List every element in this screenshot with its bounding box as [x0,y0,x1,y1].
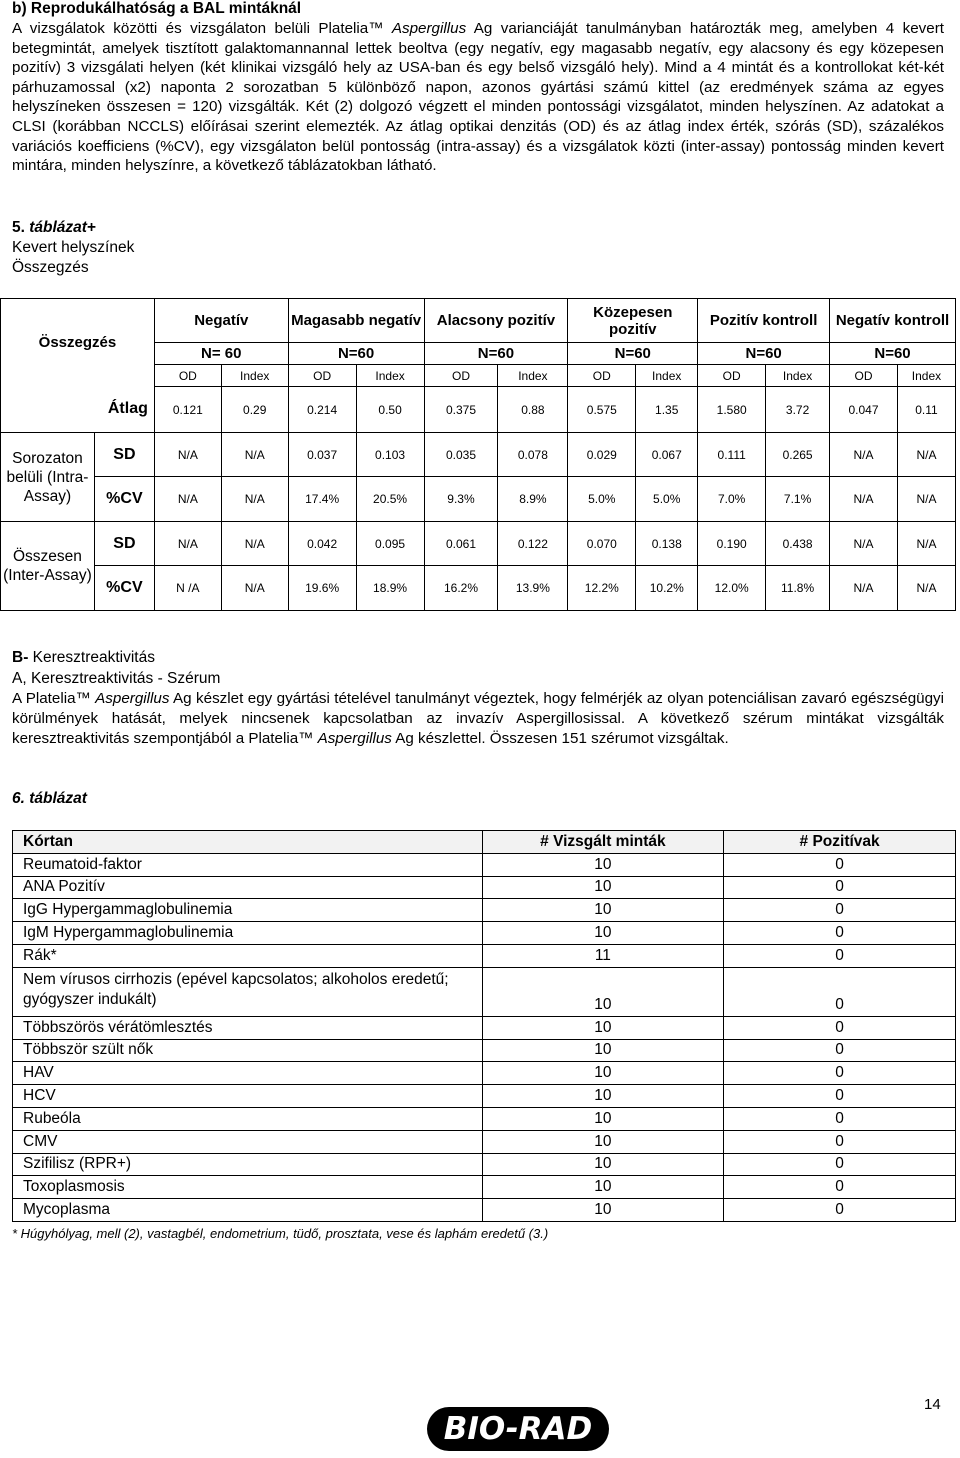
intra-cv-cell: 5.0% [636,477,698,522]
inter-cv-cell: 16.2% [424,566,498,611]
intro-italic: Aspergillus [391,20,467,37]
cell-pathology: IgG Hypergammaglobulinemia [13,899,483,922]
cross-reactivity-heading [12,648,220,689]
cell-positive: 0 [724,1062,956,1085]
cross-reactivity-paragraph [12,689,944,749]
mean-cell: 0.375 [424,387,498,433]
table5-plus: + [86,219,97,236]
table5-subtitle-2: Összegzés [12,259,89,276]
cell-positive: 0 [724,1153,956,1176]
inter-sd-cell: 0.438 [766,522,830,566]
inter-sd-cell: 0.122 [498,522,568,566]
table5-caption [12,218,134,278]
cell-pathology: CMV [13,1130,483,1153]
cell-pathology: Nem vírusos cirrhozis (epével kapcsolatos; alkoholos eredetű; gyógyszer indukált) [13,967,483,1016]
table6-label: táblázat [29,790,87,807]
cell-positive: 0 [724,876,956,899]
mean-cell: 0.214 [288,387,356,433]
cell-positive: 0 [724,853,956,876]
table-row [13,1107,956,1130]
cv-label: %CV [94,566,154,611]
intro-paragraph [12,19,944,176]
col-n: N=60 [698,343,830,365]
intra-cv-cell: 20.5% [356,477,424,522]
cell-pathology: IgM Hypergammaglobulinemia [13,922,483,945]
cv-label: %CV [94,477,154,522]
cell-positive: 0 [724,1130,956,1153]
intra-sd-cell: N/A [897,433,955,477]
intra-cv-cell: 7.1% [766,477,830,522]
intro-text-1: A vizsgálatok közötti és vizsgálaton belüli Platelia™ [12,20,392,37]
inter-sd-cell: 0.190 [698,522,766,566]
inter-cv-cell: N/A [897,566,955,611]
table-row [13,1176,956,1199]
inter-sd-cell: N/A [830,522,898,566]
cell-tested: 10 [482,1062,724,1085]
mean-cell: 0.88 [498,387,568,433]
col-header: Közepesen pozitív [568,299,698,343]
intra-cv-cell: 8.9% [498,477,568,522]
table-row [13,1039,956,1062]
intra-sd-cell: 0.111 [698,433,766,477]
inter-sd-cell: 0.042 [288,522,356,566]
table-row [13,1016,956,1039]
section-heading: b) Reprodukálhatóság a BAL mintáknál [12,0,302,17]
bio-rad-logo: BIO-RAD [427,1407,609,1451]
table-row [13,1085,956,1108]
mean-cell: 0.11 [897,387,955,433]
inter-cv-cell: N /A [154,566,221,611]
table6-number: 6. [12,790,30,807]
inter-sd-cell: 0.138 [636,522,698,566]
intra-cv-cell: 17.4% [288,477,356,522]
cell-pathology: Többszörös vérátömlesztés [13,1016,483,1039]
cell-tested: 10 [482,1130,724,1153]
section-title: Keresztreaktivitás [28,649,155,666]
col-header-pathology: Kórtan [13,831,483,854]
cell-tested: 10 [482,1016,724,1039]
intra-cv-cell: N/A [154,477,221,522]
col-header-tested: # Vizsgált minták [482,831,724,854]
cross-text-2: Ag készlet egy gyártási tételével tanulmányt végeztek, hogy felmérjék az olyan potenciálisan zavaró egészségügyi körülmények hatását, melyek nincsenek kapcsolatban az invazív Aspergillosissal. A következő szérum mintákat vizsgálták keresztreaktivitás szempontjából a Platelia™ [12,690,944,747]
cell-pathology: Mycoplasma [13,1199,483,1222]
cell-positive: 0 [724,944,956,967]
cell-positive: 0 [724,1039,956,1062]
inter-cv-cell: 11.8% [766,566,830,611]
col-n: N=60 [424,343,568,365]
sub-od: OD [424,365,498,387]
section-letter: B- [12,649,29,666]
intra-cv-cell: N/A [221,477,288,522]
cell-pathology: Reumatoid-faktor [13,853,483,876]
precision-table [0,298,956,611]
sub-index: Index [221,365,288,387]
table-row [13,1199,956,1222]
col-header: Negatív kontroll [830,299,956,343]
table-row [13,1153,956,1176]
sub-od: OD [154,365,221,387]
table6-footnote: * Húgyhólyag, mell (2), vastagbél, endometrium, tüdő, prosztata, vese és laphám eredetű (3.) [12,1226,549,1241]
col-header: Alacsony pozitív [424,299,568,343]
cell-positive: 0 [724,967,956,1016]
sub-od: OD [288,365,356,387]
intra-assay-label: Sorozaton belüli (Intra-Assay) [1,433,95,522]
table-row [13,944,956,967]
cell-tested: 11 [482,944,724,967]
table-row [13,922,956,945]
cell-pathology: Rák* [13,944,483,967]
inter-sd-cell: 0.061 [424,522,498,566]
table-row [13,1130,956,1153]
mean-label: Átlag [1,387,155,433]
inter-cv-cell: 12.2% [568,566,636,611]
intra-cv-cell: 5.0% [568,477,636,522]
cell-tested: 10 [482,1199,724,1222]
sub-index: Index [498,365,568,387]
sub-index: Index [356,365,424,387]
inter-sd-cell: N/A [897,522,955,566]
col-header-positive: # Pozitívak [724,831,956,854]
table5-number: 5. [12,219,30,236]
sub-od: OD [830,365,898,387]
mean-cell: 3.72 [766,387,830,433]
cell-pathology: HAV [13,1062,483,1085]
table-row [13,899,956,922]
sub-od: OD [698,365,766,387]
cell-tested: 10 [482,967,724,1016]
intra-cv-cell: 7.0% [698,477,766,522]
inter-assay-label: Összesen (Inter-Assay) [1,522,95,611]
page-number: 14 [924,1396,941,1413]
mean-cell: 0.50 [356,387,424,433]
mean-cell: 0.047 [830,387,898,433]
table5-subtitle-1: Kevert helyszínek [12,239,135,256]
inter-sd-cell: N/A [154,522,221,566]
sub-index: Index [897,365,955,387]
sd-label: SD [94,433,154,477]
mean-cell: 0.121 [154,387,221,433]
cell-positive: 0 [724,899,956,922]
table5-corner: Összegzés [1,299,155,387]
cell-tested: 10 [482,1153,724,1176]
cell-pathology: Rubeóla [13,1107,483,1130]
inter-cv-cell: 18.9% [356,566,424,611]
inter-cv-cell: N/A [221,566,288,611]
sub-index: Index [636,365,698,387]
cross-italic-1: Aspergillus [95,690,170,707]
table-row [13,1062,956,1085]
cell-pathology: ANA Pozitív [13,876,483,899]
intra-sd-cell: 0.078 [498,433,568,477]
sub-index: Index [766,365,830,387]
intra-sd-cell: 0.067 [636,433,698,477]
intra-sd-cell: 0.265 [766,433,830,477]
intra-sd-cell: 0.035 [424,433,498,477]
sub-od: OD [568,365,636,387]
inter-cv-cell: 13.9% [498,566,568,611]
cell-pathology: Többször szült nők [13,1039,483,1062]
cell-tested: 10 [482,876,724,899]
cell-tested: 10 [482,1039,724,1062]
intro-text-2: Ag varianciáját tanulmányban határozták meg, amelyben 4 kevert betegmintát, amelyek tisztított galaktomannannal lettek beoltva (egy negatív, egy magasabb negatív, egy alacsony és egy közepesen pozitív) 3 vizsgálati helyen (két klinikai vizsgáló hely az USA-ban és egy belső vizsgáló hely). Mind a 4 mintát és a kontrollokat két-két párhuzamossal (x2) naponta 2 sorozatban 5 különböző napon, azonos gyártási számú kittel (az eredmények száma az egyes helyszíneken összesen = 120) vizsgálták. Két (2) dolgozó végzett el minden pontossági vizsgálatot, minden helyszínen. Az adatokat a CLSI (korábban NCCLS) előírásai szerint elemezték. Az átlag optikai denzitás (OD) és az átlag index érték, szórás (SD), százalékos variációs koefficiens (%CV), egy vizsgálaton belül pontosság (intra-assay) és a vizsgálatok közti (inter-assay) pontosság minden kevert mintára, minden helyszínre, a következő táblázatokban látható. [12,20,944,175]
col-n: N=60 [288,343,424,365]
col-n: N= 60 [154,343,288,365]
cross-reactivity-table [12,830,956,1222]
col-header: Negatív [154,299,288,343]
cell-tested: 10 [482,853,724,876]
intra-sd-cell: N/A [830,433,898,477]
inter-cv-cell: N/A [830,566,898,611]
cell-tested: 10 [482,922,724,945]
col-n: N=60 [568,343,698,365]
intra-cv-cell: N/A [897,477,955,522]
mean-cell: 0.575 [568,387,636,433]
table-row [13,967,956,1016]
mean-cell: 0.29 [221,387,288,433]
inter-sd-cell: N/A [221,522,288,566]
cell-positive: 0 [724,1016,956,1039]
table6-caption [12,790,87,808]
cell-tested: 10 [482,1085,724,1108]
table-row [13,853,956,876]
cell-pathology: Toxoplasmosis [13,1176,483,1199]
mean-cell: 1.580 [698,387,766,433]
cell-pathology: Szifilisz (RPR+) [13,1153,483,1176]
intra-sd-cell: 0.029 [568,433,636,477]
inter-cv-cell: 10.2% [636,566,698,611]
intra-sd-cell: N/A [221,433,288,477]
mean-cell: 1.35 [636,387,698,433]
cell-tested: 10 [482,1176,724,1199]
cell-positive: 0 [724,922,956,945]
inter-sd-cell: 0.095 [356,522,424,566]
col-header: Pozitív kontroll [698,299,830,343]
cell-positive: 0 [724,1199,956,1222]
cell-tested: 10 [482,899,724,922]
table5-label: táblázat [29,219,87,236]
col-header: Magasabb negatív [288,299,424,343]
cell-pathology: HCV [13,1085,483,1108]
intra-sd-cell: N/A [154,433,221,477]
cross-text-1: A Platelia™ [12,690,96,707]
inter-cv-cell: 12.0% [698,566,766,611]
cell-tested: 10 [482,1107,724,1130]
col-n: N=60 [830,343,956,365]
intra-cv-cell: N/A [830,477,898,522]
cross-italic-2: Aspergillus [317,730,392,747]
table-row [13,876,956,899]
intra-sd-cell: 0.037 [288,433,356,477]
cell-positive: 0 [724,1176,956,1199]
cell-positive: 0 [724,1107,956,1130]
intra-sd-cell: 0.103 [356,433,424,477]
inter-cv-cell: 19.6% [288,566,356,611]
intra-cv-cell: 9.3% [424,477,498,522]
sd-label: SD [94,522,154,566]
cell-positive: 0 [724,1085,956,1108]
subsection-title: A, Keresztreaktivitás - Szérum [12,669,221,687]
inter-sd-cell: 0.070 [568,522,636,566]
cross-text-3: Ag készlettel. Összesen 151 szérumot vizsgáltak. [391,730,729,747]
